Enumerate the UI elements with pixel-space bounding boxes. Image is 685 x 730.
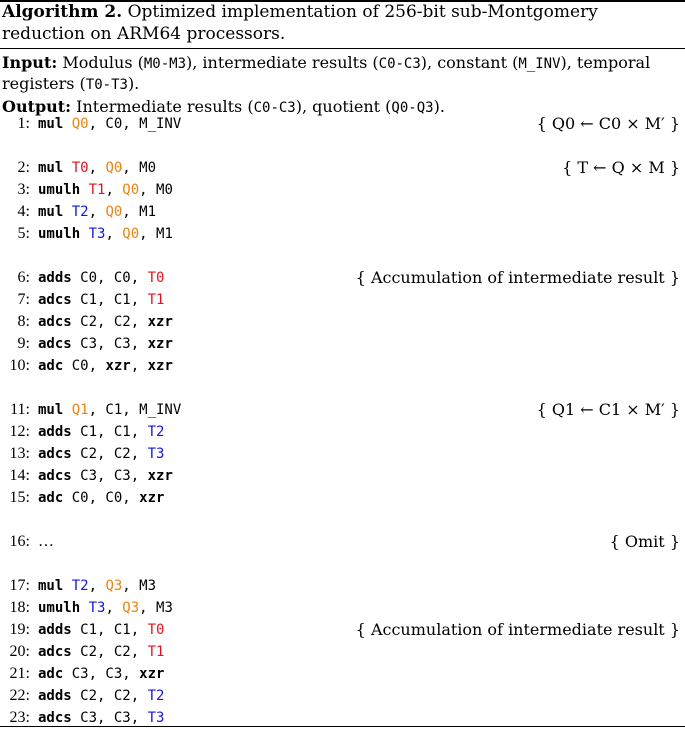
register: Q1 [71, 402, 89, 418]
opcode: umulh [38, 182, 89, 198]
code-line [0, 465, 682, 487]
instruction [38, 685, 164, 707]
input-code-3: M_INV [518, 56, 561, 72]
operand: C2, C2, [80, 688, 148, 704]
code-line [0, 575, 682, 597]
output-text-3: ). [433, 97, 445, 116]
opcode: umulh [38, 600, 89, 616]
output-text-1: Intermediate results ( [76, 97, 254, 116]
line-number: 15: [9, 489, 30, 506]
line-number: 10: [9, 357, 30, 374]
line-number: 11: [10, 401, 30, 418]
operand: C1, C1, [80, 424, 148, 440]
operand: , M3 [139, 600, 173, 616]
line-number: 13: [9, 445, 30, 462]
line-number: 21: [9, 665, 30, 682]
output-label: Output: [2, 97, 72, 116]
operand: C3, C3, [71, 666, 140, 682]
operand: C3, C3, [80, 468, 148, 484]
register: T3 [88, 600, 106, 616]
opcode: adcs [38, 446, 81, 462]
instruction [38, 531, 54, 553]
register: T1 [147, 644, 165, 660]
register: T3 [147, 710, 165, 726]
line-number: 2: [17, 159, 30, 176]
line-number: 4: [17, 203, 30, 220]
code-line [0, 597, 682, 619]
operand: C0, [71, 358, 106, 374]
instruction [38, 201, 156, 223]
line-number: 16: [9, 533, 30, 550]
register: Q0 [105, 204, 123, 220]
operand: , M1 [122, 204, 157, 220]
operand: C2, C2, [80, 644, 148, 660]
line-number: 23: [9, 709, 30, 726]
operand: , M3 [122, 578, 157, 594]
operand: C1, C1, [80, 292, 148, 308]
code-line [0, 399, 682, 421]
code-line [0, 685, 682, 707]
line-comment: { Omit } [609, 532, 680, 551]
opcode: adcs [38, 468, 81, 484]
register: xzr [147, 336, 173, 352]
line-number: 3: [17, 181, 30, 198]
algorithm-title-label: Algorithm 2. [2, 2, 123, 22]
opcode: adcs [38, 710, 81, 726]
instruction [38, 333, 173, 355]
operand: C3, C3, [80, 336, 148, 352]
code-line [0, 421, 682, 443]
register: T2 [147, 424, 165, 440]
instruction [38, 597, 173, 619]
register: xzr [139, 666, 165, 682]
opcode: adcs [38, 336, 81, 352]
bottom-rule [0, 726, 685, 727]
opcode: adc [38, 358, 72, 374]
instruction [38, 179, 173, 201]
register: xzr [139, 490, 165, 506]
instruction [38, 487, 164, 509]
instruction [38, 619, 164, 641]
code-line [0, 443, 682, 465]
code-line [0, 179, 682, 201]
instruction [38, 641, 164, 663]
line-comment: { Q1 ← C1 × M′ } [536, 400, 680, 419]
input-label: Input: [2, 53, 58, 72]
instruction [38, 355, 173, 377]
output-code-2: Q0-Q3 [391, 100, 434, 116]
instruction [38, 113, 181, 135]
operand: C2, C2, [80, 446, 148, 462]
instruction [38, 311, 173, 333]
operand: , M0 [122, 160, 157, 176]
operand: C1, C1, [80, 622, 148, 638]
opcode: adcs [38, 292, 81, 308]
instruction [38, 223, 173, 245]
line-number: 7: [17, 291, 30, 308]
instruction [38, 443, 164, 465]
line-number: 1: [17, 115, 30, 132]
line-number: 18: [9, 599, 30, 616]
code-line [0, 487, 682, 509]
code-line [0, 619, 682, 641]
instruction [38, 289, 164, 311]
opcode: adds [38, 622, 81, 638]
operand: , [105, 600, 123, 616]
line-comment: { Q0 ← C0 × M′ } [536, 114, 680, 133]
operand: C3, C3, [80, 710, 148, 726]
register: Q3 [122, 600, 140, 616]
input-text-1: Modulus ( [62, 53, 144, 72]
opcode: adds [38, 270, 81, 286]
register: T1 [88, 182, 106, 198]
register: xzr [147, 468, 173, 484]
operand: C2, C2, [80, 314, 148, 330]
code-line [0, 311, 682, 333]
register: Q0 [71, 116, 89, 132]
code-line [0, 201, 682, 223]
register: T0 [147, 622, 165, 638]
opcode: umulh [38, 226, 89, 242]
operand: , M1 [139, 226, 173, 242]
output-text-2: ), quotient ( [295, 97, 392, 116]
ellipsis: … [38, 533, 54, 550]
register: T0 [71, 160, 89, 176]
operand: , [88, 160, 106, 176]
opcode: mul [38, 204, 72, 220]
line-number: 14: [9, 467, 30, 484]
algorithm-title-text: Optimized implementation of 256-bit sub-Montgomery reduction on ARM64 processors. [2, 2, 598, 44]
opcode: adc [38, 666, 72, 682]
line-comment: { Accumulation of intermediate result } [355, 268, 680, 287]
operand: C0, C0, [80, 270, 148, 286]
algorithm-title [2, 1, 682, 45]
line-number: 8: [17, 313, 30, 330]
operand: , C1, M_INV [88, 402, 182, 418]
register: Q3 [105, 578, 123, 594]
opcode: adc [38, 490, 72, 506]
input-text-4: ), temporal registers ( [2, 53, 651, 93]
code-line [0, 223, 682, 245]
register: xzr [105, 358, 131, 374]
instruction [38, 663, 164, 685]
instruction [38, 157, 156, 179]
code-line [0, 289, 682, 311]
line-comment: { Accumulation of intermediate result } [355, 620, 680, 639]
opcode: mul [38, 116, 72, 132]
opcode: adds [38, 688, 81, 704]
line-comment: { T ← Q × M } [562, 158, 680, 177]
operand: , [130, 358, 148, 374]
opcode: mul [38, 160, 72, 176]
register: T2 [147, 688, 165, 704]
instruction [38, 465, 173, 487]
register: Q0 [105, 160, 123, 176]
input-text-2: ), intermediate results ( [186, 53, 379, 72]
line-number: 12: [9, 423, 30, 440]
input-text-5: ). [127, 74, 140, 93]
line-number: 17: [9, 577, 30, 594]
output-code-1: C0-C3 [253, 100, 296, 116]
line-number: 20: [9, 643, 30, 660]
opcode: adcs [38, 314, 81, 330]
input-code-4: T0-T3 [85, 77, 128, 93]
input-code-1: M0-M3 [143, 56, 187, 72]
register: T2 [71, 578, 89, 594]
operand: , C0, M_INV [88, 116, 182, 132]
code-line [0, 531, 682, 553]
code-line [0, 663, 682, 685]
register: Q0 [122, 182, 140, 198]
operand: , [88, 578, 106, 594]
register: T3 [88, 226, 106, 242]
operand: , [88, 204, 106, 220]
input-spec [2, 53, 680, 95]
line-number: 5: [17, 225, 30, 242]
code-line [0, 157, 682, 179]
input-code-2: C0-C3 [378, 56, 421, 72]
instruction [38, 267, 164, 289]
opcode: adcs [38, 644, 81, 660]
register: xzr [147, 314, 173, 330]
code-line [0, 333, 682, 355]
instruction [38, 421, 164, 443]
line-number: 22: [9, 687, 30, 704]
register: T3 [147, 446, 165, 462]
operand: , [105, 182, 123, 198]
operand: C0, C0, [71, 490, 140, 506]
input-text-3: ), constant ( [420, 53, 519, 72]
code-line [0, 641, 682, 663]
code-line [0, 113, 682, 135]
register: T1 [147, 292, 165, 308]
instruction [38, 575, 156, 597]
operand: , [105, 226, 123, 242]
code-line [0, 355, 682, 377]
register: T2 [71, 204, 89, 220]
line-number: 6: [17, 269, 30, 286]
title-rule [0, 48, 685, 49]
register: T0 [147, 270, 165, 286]
opcode: mul [38, 402, 72, 418]
register: xzr [147, 358, 173, 374]
register: Q0 [122, 226, 140, 242]
line-number: 19: [9, 621, 30, 638]
opcode: mul [38, 578, 72, 594]
operand: , M0 [139, 182, 173, 198]
instruction [38, 399, 181, 421]
line-number: 9: [17, 335, 30, 352]
opcode: adds [38, 424, 81, 440]
code-line [0, 267, 682, 289]
